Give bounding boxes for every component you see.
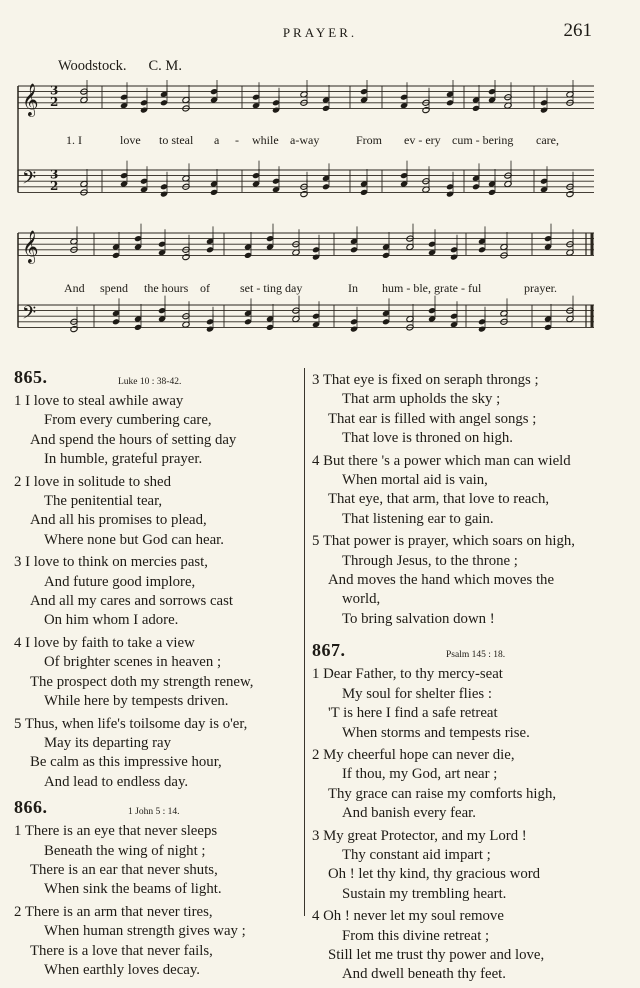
hymn-number: 865.: [14, 367, 48, 387]
verse: [14, 903, 296, 981]
hymn-number: 866.: [14, 797, 48, 818]
verse: [14, 473, 296, 551]
verse: [312, 665, 604, 743]
verse-line: 1 Dear Father, to thy mercy-seat: [312, 666, 503, 683]
hymn: [14, 798, 296, 980]
verse-line: From every cumbering care,: [44, 412, 212, 429]
lyric-syllable: care,: [536, 133, 559, 147]
hymn-column-left: [14, 368, 296, 983]
music-score: [14, 80, 604, 342]
hymn-column-right: [312, 371, 604, 988]
time-signature: 3: [50, 167, 59, 182]
verse-line: In humble, grateful prayer.: [44, 451, 203, 468]
verse-line: When mortal aid is vain,: [342, 472, 488, 489]
verse-line: 3 I love to think on mercies past,: [14, 554, 208, 571]
lyric-syllable: the hours: [144, 281, 189, 295]
verse-line: When earthly loves decay.: [44, 961, 200, 978]
verse-line: Through Jesus, to the throne ;: [342, 552, 518, 569]
lyric-syllable: of: [200, 281, 210, 295]
lyric-syllable: In: [348, 281, 358, 295]
verse-line: 5 Thus, when life's toilsome day is o'er,: [14, 715, 248, 732]
verse-line: 4 Oh ! never let my soul remove: [312, 908, 504, 925]
verse-line: And spend the hours of setting day: [30, 431, 237, 448]
verse-line: 3 That eye is fixed on seraph throngs ;: [312, 372, 539, 388]
verse-line: 2 My cheerful hope can never die,: [312, 746, 515, 763]
hymn: [312, 371, 604, 629]
lyric-syllable: And: [64, 281, 85, 295]
verse-line: 2 I love in solitude to shed: [14, 473, 171, 490]
lyric-syllable: -: [235, 133, 239, 147]
verse-line: That listening ear to gain.: [342, 510, 494, 527]
verse-line: 1 I love to steal awhile away: [14, 393, 184, 409]
lyric-syllable: cum - bering: [452, 133, 514, 147]
verse: [14, 392, 296, 470]
verse-line: While here by tempests driven.: [44, 693, 229, 710]
verse-line: To bring salvation down !: [342, 610, 495, 627]
verse: [312, 371, 604, 449]
verse: [312, 827, 604, 905]
time-signature: 2: [50, 178, 59, 193]
verse-line: That arm upholds the sky ;: [342, 391, 501, 408]
lyric-syllable: spend: [100, 281, 128, 295]
lyric-syllable: 1. I: [66, 133, 82, 147]
verse-line: There is a love that never fails,: [30, 942, 213, 959]
verse: [312, 532, 604, 629]
verse-line: May its departing ray: [44, 734, 171, 751]
verse-line: 3 My great Protector, and my Lord !: [312, 827, 527, 844]
time-signature: 2: [50, 94, 59, 109]
verse-line: 5 That power is prayer, which soars on high,: [312, 533, 575, 550]
page-number: 261: [563, 20, 592, 41]
clef-icon: 𝄢: [22, 303, 37, 328]
verse-line: There is an ear that never shuts,: [30, 861, 218, 878]
clef-icon: 𝄞: [22, 83, 39, 116]
hymn-heading: [14, 798, 296, 822]
verse-line: Be calm as this impressive hour,: [30, 754, 222, 771]
verse: [312, 746, 604, 824]
tune-meter: C. M.: [148, 58, 182, 74]
lyric-syllable: ev - ery: [404, 133, 441, 147]
verse-line: Beneath the wing of night ;: [44, 842, 206, 859]
verse-line: That ear is filled with angel songs ;: [328, 410, 537, 427]
verse-line: And all his promises to plead,: [30, 512, 207, 529]
verse: [14, 715, 296, 793]
lyric-syllable: From: [356, 133, 383, 147]
verse-line: And moves the hand which moves the: [328, 572, 555, 589]
scripture-reference: 1 John 5 : 14.: [128, 807, 180, 818]
verse-line: My soul for shelter flies :: [342, 685, 492, 702]
page-header: [0, 22, 640, 44]
verse-line: And all my cares and sorrows cast: [30, 593, 233, 610]
verse: [14, 822, 296, 900]
verse-line: When human strength gives way ;: [44, 923, 246, 940]
hymn: [14, 368, 296, 792]
lyric-syllable: a: [214, 133, 220, 147]
verse-line: And dwell beneath thy feet.: [342, 966, 506, 983]
clef-icon: 𝄢: [22, 168, 37, 193]
verse-line: Thy grace can raise my comforts high,: [328, 785, 557, 802]
running-title: PRAYER.: [282, 25, 358, 40]
verse-line: Still let me trust thy power and love,: [328, 946, 545, 963]
hymn: [312, 641, 604, 985]
verse-line: Oh ! let thy kind, thy gracious word: [328, 866, 541, 883]
verse-line: If thou, my God, art near ;: [342, 766, 498, 783]
hymn-heading: [14, 368, 296, 392]
lyric-syllable: while: [252, 133, 279, 147]
clef-icon: 𝄞: [22, 230, 39, 263]
tune-heading: [58, 58, 182, 75]
verse-line: And banish every fear.: [342, 805, 476, 822]
verse: [14, 634, 296, 712]
scripture-reference: Psalm 145 : 18.: [446, 650, 506, 661]
verse-line: Of brighter scenes in heaven ;: [44, 654, 222, 671]
lyric-syllable: hum - ble, grate - ful: [382, 281, 482, 295]
verse-line: 4 But there 's a power which man can wield: [312, 452, 571, 469]
verse-line: Sustain my trembling heart.: [342, 885, 507, 902]
verse-line: On him whom I adore.: [44, 612, 179, 629]
verse-line: And future good implore,: [44, 573, 196, 590]
column-divider: [304, 368, 305, 916]
verse-line: 'T is here I find a safe retreat: [328, 705, 498, 722]
scripture-reference: Luke 10 : 38-42.: [118, 377, 182, 387]
verse-line: And lead to endless day.: [44, 773, 189, 790]
lyric-syllable: to steal: [159, 133, 194, 147]
verse-line: The prospect doth my strength renew,: [30, 673, 254, 690]
verse-line: That eye, that arm, that love to reach,: [328, 491, 550, 508]
verse-line: world,: [342, 591, 381, 608]
time-signature: 3: [50, 83, 59, 98]
verse: [312, 907, 604, 985]
verse-line: When storms and tempests rise.: [342, 724, 530, 741]
lyric-syllable: set - ting day: [240, 281, 303, 295]
verse: [14, 553, 296, 631]
verse-line: Where none but God can hear.: [44, 531, 224, 548]
lyric-syllable: a-way: [290, 133, 320, 147]
tune-name: Woodstock.: [58, 58, 127, 74]
verse-line: That love is throned on high.: [342, 430, 513, 447]
hymn-heading: [312, 641, 604, 665]
hymn-number: 867.: [312, 640, 346, 661]
verse-line: 4 I love by faith to take a view: [14, 634, 195, 651]
verse: [312, 452, 604, 530]
verse-line: 2 There is an arm that never tires,: [14, 903, 213, 920]
verse-line: The penitential tear,: [44, 493, 163, 510]
verse-line: 1 There is an eye that never sleeps: [14, 823, 218, 840]
lyric-syllable: prayer.: [524, 281, 557, 295]
verse-line: Thy constant aid impart ;: [342, 846, 491, 863]
verse-line: From this divine retreat ;: [342, 927, 490, 944]
lyric-syllable: love: [120, 133, 141, 147]
verse-line: When sink the beams of light.: [44, 881, 222, 898]
